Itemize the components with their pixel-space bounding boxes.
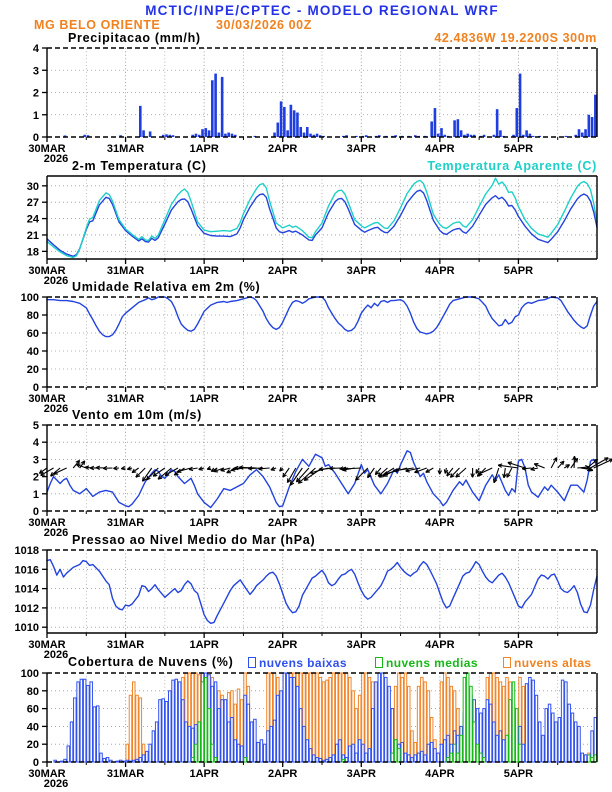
x-tick-year-label: 2026 — [43, 153, 69, 165]
x-tick-label: 2APR — [268, 639, 298, 651]
panel-title-vento: Vento em 10m (m/s) — [72, 408, 203, 422]
x-tick-label: 2APR — [268, 393, 298, 405]
y-tick-label: 2 — [32, 87, 39, 100]
x-tick-label: 31MAR — [106, 768, 145, 780]
y-tick-label: 100 — [20, 668, 39, 680]
x-tick-label: 3APR — [346, 639, 376, 651]
x-tick-label: 30MAR — [28, 517, 66, 529]
y-tick-label: 30 — [26, 180, 39, 193]
nuvens-altas-swatch-icon — [503, 657, 511, 668]
y-tick-label: 24 — [26, 213, 39, 226]
nuvens-medias-swatch-icon — [375, 657, 383, 668]
y-tick-label: 60 — [26, 703, 39, 716]
legend-nuvens-baixas-label: nuvens baixas — [259, 656, 347, 670]
x-tick-label: 5APR — [503, 517, 534, 529]
x-tick-label: 2APR — [268, 517, 298, 529]
x-tick-label: 1APR — [189, 265, 219, 277]
x-tick-label: 1APR — [189, 768, 219, 780]
x-tick-label: 30MAR — [28, 393, 66, 405]
y-tick-label: 4 — [32, 43, 39, 55]
x-tick-label: 3APR — [346, 143, 376, 155]
legend-nuvens-medias-label: nuvens medias — [386, 656, 478, 670]
x-tick-label: 3APR — [346, 393, 376, 405]
y-tick-label: 0 — [32, 382, 39, 394]
y-tick-label: 100 — [20, 292, 39, 304]
panel-title-temperatura: 2-m Temperatura (C) — [72, 159, 207, 173]
x-tick-year-label: 2026 — [43, 649, 69, 661]
x-tick-label: 4APR — [425, 393, 455, 405]
legend-nuvens-altas-label: nuvens altas — [514, 656, 592, 670]
y-tick-label: 40 — [26, 346, 39, 358]
x-tick-label: 1APR — [189, 143, 219, 155]
legend-nuvens-medias — [375, 656, 478, 670]
x-tick-label: 31MAR — [106, 517, 145, 529]
y-tick-label: 60 — [26, 328, 39, 340]
legend-nuvens-baixas — [248, 656, 347, 670]
x-tick-label: 2APR — [268, 143, 298, 155]
x-tick-label: 4APR — [425, 517, 455, 529]
panel-title-pressao: Pressao ao Nivel Medio do Mar (hPa) — [72, 533, 316, 547]
x-tick-label: 4APR — [425, 639, 455, 651]
x-tick-label: 31MAR — [106, 639, 145, 651]
x-tick-label: 1APR — [189, 639, 219, 651]
x-tick-year-label: 2026 — [43, 778, 69, 790]
x-tick-label: 30MAR — [28, 768, 66, 780]
y-tick-label: 40 — [26, 721, 39, 734]
x-tick-year-label: 2026 — [43, 275, 69, 287]
station-name: MG BELO ORIENTE — [34, 18, 161, 32]
station-coordinates: 42.4836W 19.2200S 300m — [434, 31, 597, 45]
y-tick-label: 21 — [26, 229, 39, 242]
x-tick-label: 31MAR — [106, 265, 145, 277]
x-tick-year-label: 2026 — [43, 527, 69, 539]
model-run-datetime: 30/03/2026 00Z — [216, 18, 312, 32]
x-tick-label: 1APR — [189, 517, 219, 529]
y-tick-label: 0 — [32, 757, 39, 769]
x-tick-label: 4APR — [425, 768, 455, 780]
legend-temperatura-aparente: Temperatura Aparente (C) — [427, 159, 597, 173]
x-tick-label: 5APR — [503, 393, 534, 405]
y-tick-label: 1016 — [14, 564, 39, 577]
x-tick-label: 2APR — [268, 265, 298, 277]
legend-nuvens-altas — [503, 656, 592, 670]
y-tick-label: 1010 — [14, 622, 39, 635]
y-tick-label: 1 — [32, 488, 39, 501]
y-tick-label: 1012 — [14, 602, 39, 615]
y-tick-label: 0 — [32, 132, 39, 144]
x-tick-label: 4APR — [425, 143, 455, 155]
y-tick-label: 3 — [32, 454, 39, 467]
panel-title-precipitacao: Precipitacao (mm/h) — [68, 31, 201, 45]
y-tick-label: 1014 — [14, 583, 39, 596]
x-tick-label: 31MAR — [106, 393, 145, 405]
y-tick-label: 1018 — [14, 545, 39, 557]
x-tick-label: 5APR — [503, 265, 534, 277]
x-tick-label: 3APR — [346, 265, 376, 277]
x-tick-label: 30MAR — [28, 639, 66, 651]
x-tick-label: 5APR — [503, 768, 534, 780]
x-tick-label: 3APR — [346, 768, 376, 780]
y-tick-label: 2 — [32, 471, 39, 484]
y-tick-label: 4 — [32, 437, 39, 450]
x-tick-label: 1APR — [189, 393, 219, 405]
y-tick-label: 20 — [26, 739, 39, 752]
y-tick-label: 1 — [32, 109, 39, 122]
x-tick-label: 5APR — [503, 639, 534, 651]
panel-title-umidade: Umidade Relativa em 2m (%) — [72, 280, 261, 294]
x-tick-label: 30MAR — [28, 143, 66, 155]
x-tick-label: 4APR — [425, 265, 455, 277]
page-title: MCTIC/INPE/CPTEC - MODELO REGIONAL WRF — [145, 3, 499, 18]
y-tick-label: 3 — [32, 65, 39, 78]
x-tick-label: 2APR — [268, 768, 298, 780]
x-tick-label: 5APR — [503, 143, 534, 155]
y-tick-label: 0 — [32, 506, 39, 518]
y-tick-label: 18 — [26, 246, 39, 259]
y-tick-label: 27 — [26, 197, 39, 210]
x-tick-label: 31MAR — [106, 143, 145, 155]
y-tick-label: 20 — [26, 364, 39, 376]
y-tick-label: 80 — [26, 685, 39, 698]
nuvens-baixas-swatch-icon — [248, 657, 256, 668]
x-tick-label: 3APR — [346, 517, 376, 529]
x-tick-year-label: 2026 — [43, 403, 69, 415]
y-tick-label: 80 — [26, 310, 39, 322]
panel-title-nuvens: Cobertura de Nuvens (%) — [68, 655, 234, 669]
x-tick-label: 30MAR — [28, 265, 66, 277]
y-tick-label: 5 — [32, 420, 39, 432]
